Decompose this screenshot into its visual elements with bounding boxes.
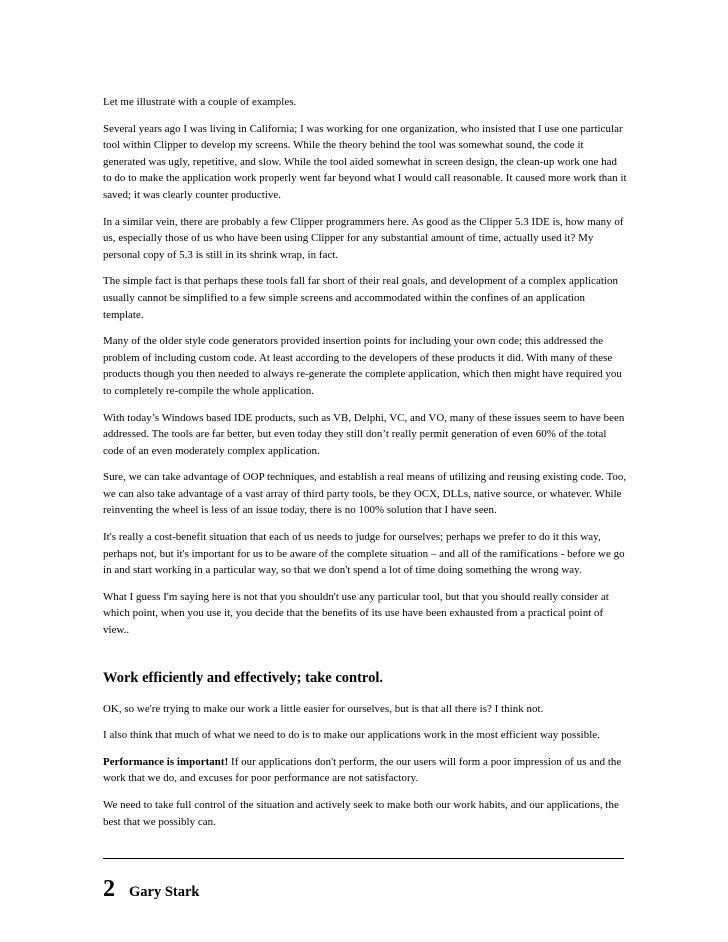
paragraph-simple-fact: The simple fact is that perhaps these tools fall far short of their real goals, and development of a complex application usually cannot be simplified to a few simple screens and accommodated within the confines of an application template. xyxy=(103,275,618,321)
page-footer xyxy=(103,875,199,905)
paragraph-code-generators: Many of the older style code generators provided insertion points for including your own code; this addressed the problem of including custom code. At least according to the developers of these products it did. With many of these products though you then needed to always re-generate the complete application, which then might have required you to completely re-compile the whole application. xyxy=(103,335,622,397)
paragraph-cost-benefit: It's really a cost-benefit situation that each of us needs to judge for ourselves; perhaps we prefer to do it this way, perhaps not, but it's important for us to be aware of the complete situation – and all of the ramifications - before we go in and start working in a particular way, so that we don't spend a lot of time doing something the wrong way. xyxy=(103,531,625,577)
page-body xyxy=(103,94,628,840)
paragraph-take-control: We need to take full control of the situation and actively seek to make both our work habits, and our applications, the best that we possibly can. xyxy=(103,799,619,828)
footer-divider xyxy=(103,858,624,859)
paragraph-oop-techniques: Sure, we can take advantage of OOP techniques, and establish a real means of utilizing and reusing existing code. Too, we can also take advantage of a vast array of third party tools, be they OCX, DLLs, native source, or whatever. While reinventing the wheel is less of an issue today, there is no 100% solution that I have seen. xyxy=(103,471,627,517)
paragraph-intro: Let me illustrate with a couple of examples. xyxy=(103,96,297,108)
paragraph-performance xyxy=(103,754,628,787)
paragraph-efficient-applications: I also think that much of what we need to do is to make our applications work in the most efficient way possible. xyxy=(103,729,600,742)
paragraph-california-example: Several years ago I was living in California; I was working for one organization, who insisted that I use one particular tool within Clipper to develop my screens. While the theory behind the tool was somewhat sound, the code it generated was ugly, repetitive, and slow. While the tool aided somewhat in screen design, the clean-up work one had to do to make the application work properly went far beyond what I would call reasonable. It caused more work than it saved; it was clearly counter productive. xyxy=(103,122,627,201)
paragraph-windows-ide: With today’s Windows based IDE products, such as VB, Delphi, VC, and VO, many of these issues seem to have been addressed. The tools are far better, but even today they still don’t really permit generation of even 60% of the total code of an even moderately complex application. xyxy=(103,411,625,457)
page-number: 2 xyxy=(103,876,115,902)
paragraph-guess-saying: What I guess I'm saying here is not that you shouldn't use any particular tool, but that you should really consider at which point, when you use it, you decide that the benefits of its use have been exhausted from a practical point of view.. xyxy=(103,590,609,637)
paragraph-clipper-ide: In a similar vein, there are probably a few Clipper programmers here. As good as the Clipper 5.3 IDE is, how many of us, especially those of us who have been using Clipper for any substantial amount of time, actually used it? My personal copy of 5.3 is still in its shrink wrap, in fact. xyxy=(103,215,624,261)
author-name: Gary Stark xyxy=(129,884,200,900)
paragraph-make-work-easier: OK, so we're trying to make our work a little easier for ourselves, but is that all there is? I think not. xyxy=(103,702,544,715)
performance-rest: If our applications don't perform, the our users will form a poor impression of us and the work that we do, and excuses for poor performance are not satisfactory. xyxy=(103,755,622,785)
section-heading: Work efficiently and effectively; take control. xyxy=(103,669,383,686)
performance-lead: Performance is important! xyxy=(103,755,229,768)
